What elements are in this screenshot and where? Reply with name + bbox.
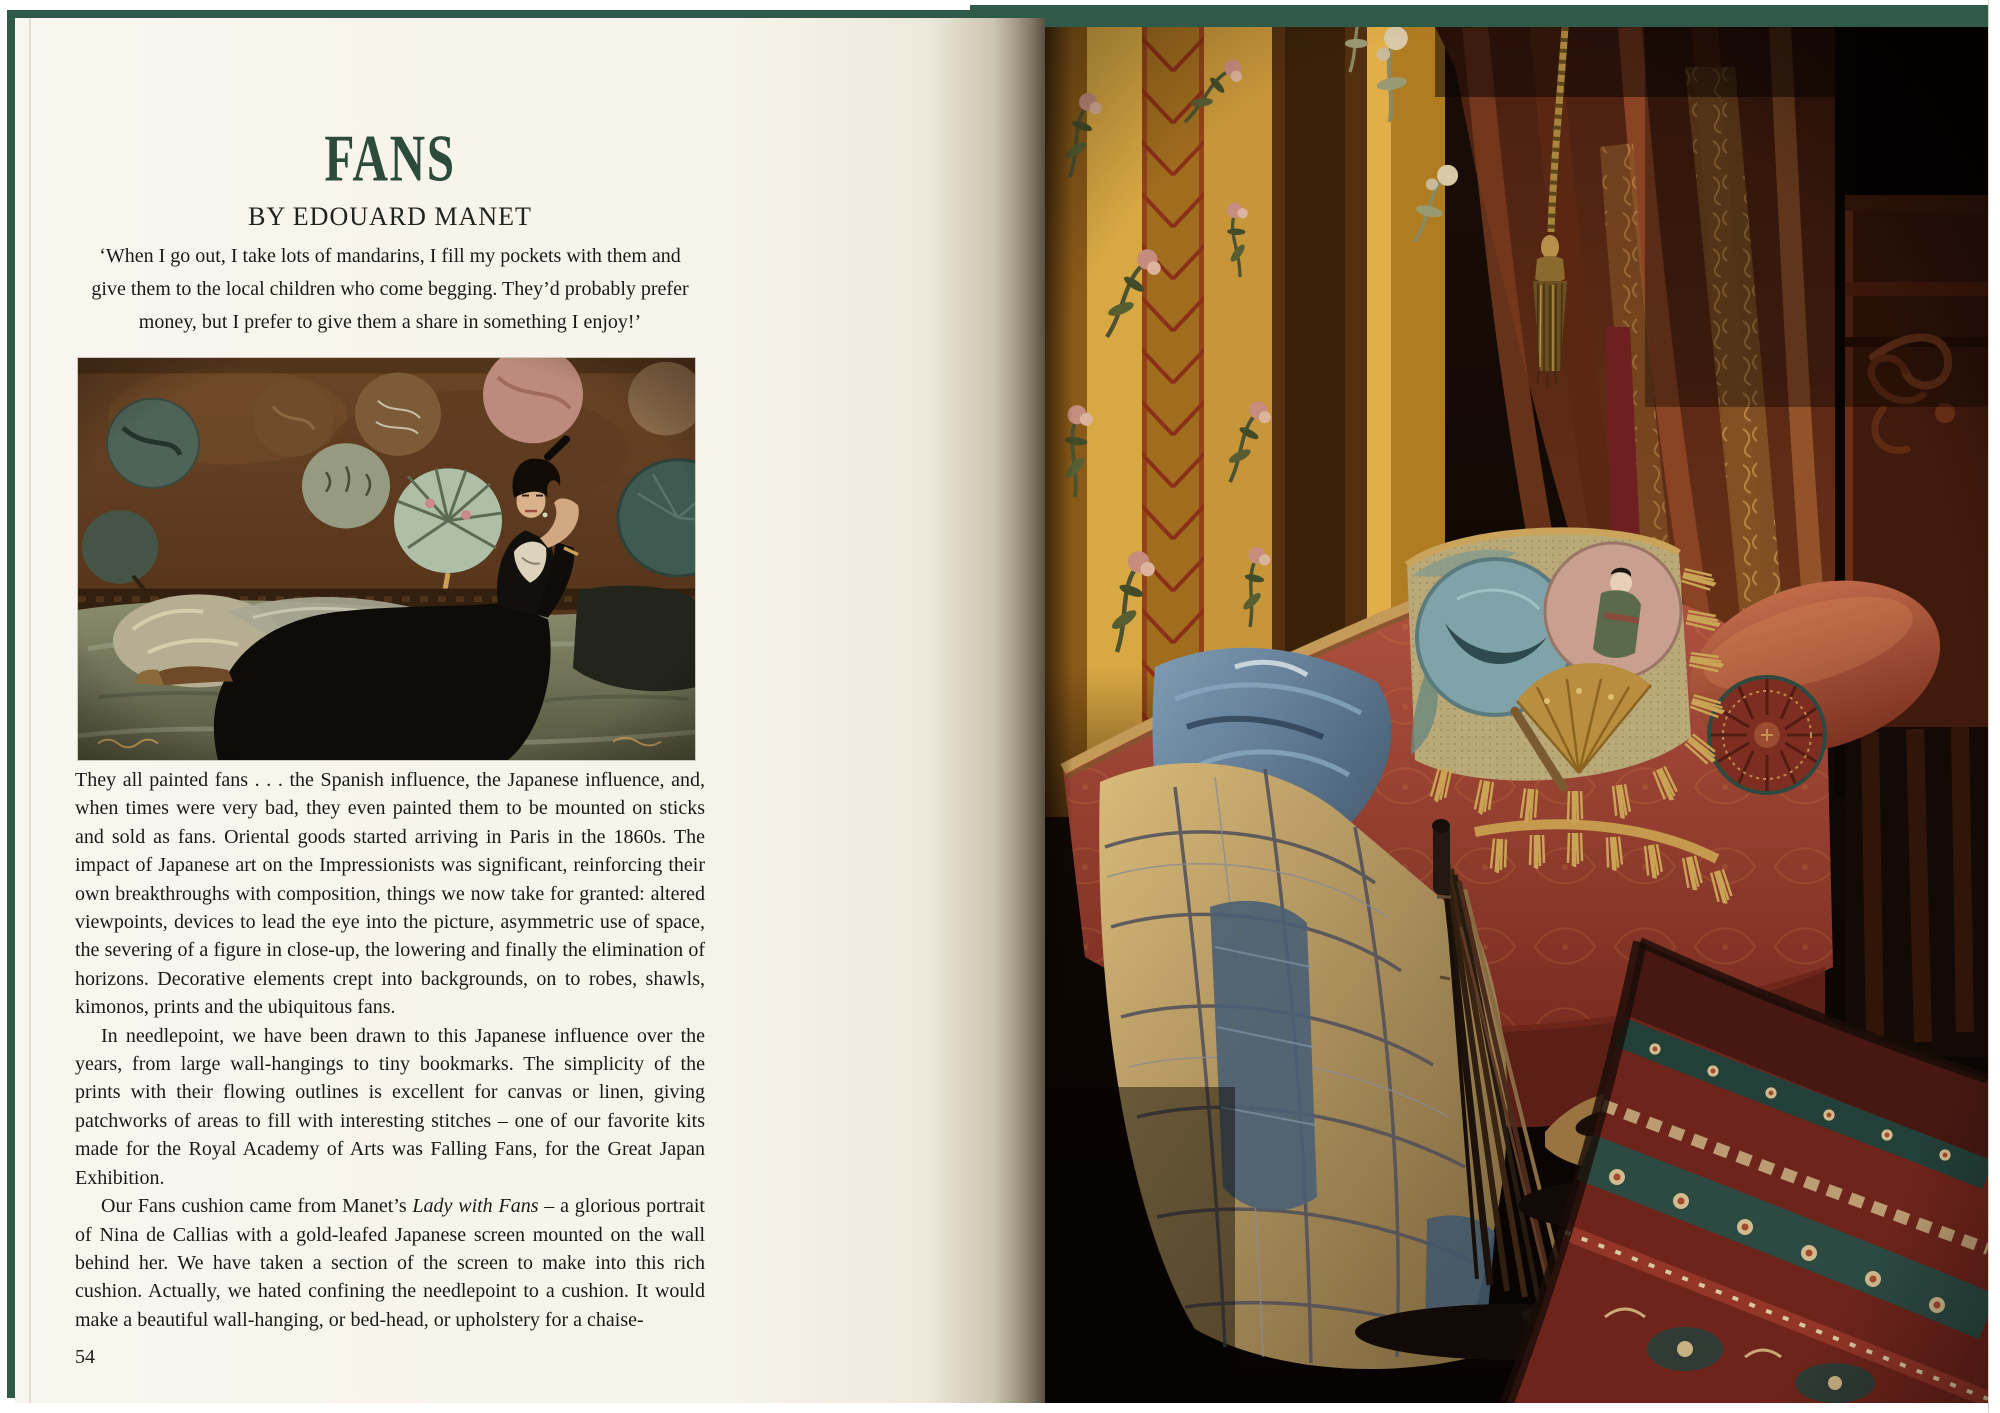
pull-quote <box>0 240 805 339</box>
scan-right-margin <box>1988 0 2000 1413</box>
book-cover-edge-top-left <box>14 10 1004 18</box>
top-right-shadow <box>1645 27 1988 407</box>
page-number: 54 <box>75 1346 95 1368</box>
page-edge-line <box>29 18 31 1403</box>
body-paragraph: In needlepoint, we have been drawn to this Japanese influence over the years, from large wall-hangings to tiny bookmarks. The simplicity of the prints with their flowing outlines is excellent for canvas or linen, giving patchworks of areas to fill with interesting stitches – one of our favorite kits made for the Royal Academy of Arts was Falling Fans, for the Great Japan Exhibition. <box>75 1024 705 1189</box>
right-page <box>1045 27 1988 1403</box>
interior-photo <box>1045 27 1988 1403</box>
gutter-shadow <box>930 18 1045 1403</box>
book-title-italic: Lady with Fans <box>412 1195 539 1218</box>
quote-line: money, but I prefer to give them a share in something I enjoy!’ <box>138 311 642 333</box>
byline: BY EDOUARD MANET <box>248 202 532 231</box>
body-text <box>75 766 705 1334</box>
quote-line: give them to the local children who come begging. They’d probably prefer <box>91 278 689 300</box>
page-title: FANS <box>324 121 456 196</box>
body-paragraph: They all painted fans . . . the Spanish influence, the Japanese influence, and, when times were very bad, they even painted them to be mounted on sticks and sold as fans. Oriental goods started arriving in Paris in the 1860s. The impact of Japanese art on the Impressionists was significant, reinforcing their own breakthroughs with composition, things we now take for granted: altered viewpoints, devices to lead the eye into the picture, asymmetric use of space, the severing of a figure in close-up, the lowering and finally the elimination of horizons. Decorative elements crept into backgrounds, on to robes, shawls, kimonos, prints and the ubiquitous fans. <box>75 769 705 1019</box>
page-title-wrap <box>75 120 705 196</box>
book-cover-edge-left <box>7 10 15 1398</box>
body-text-run: Our Fans cushion came from Manet’s <box>101 1195 413 1218</box>
body-text-run: – a glorious portrait of Nina de Callias with a gold-leafed Japanese screen mounted on the wall behind her. We have taken a section of the screen to make into this rich cushion. Actually, we hated confining the needlepoint to a cushion. It would make a beautiful wall-hanging, or bed-head, or upholstery for a chaise- <box>75 1195 705 1331</box>
painting-lady-with-fans <box>78 358 695 760</box>
quote-line: ‘When I go out, I take lots of mandarins, I fill my pockets with them and <box>99 245 681 267</box>
body-paragraph <box>75 1192 705 1334</box>
left-page <box>15 18 1045 1403</box>
